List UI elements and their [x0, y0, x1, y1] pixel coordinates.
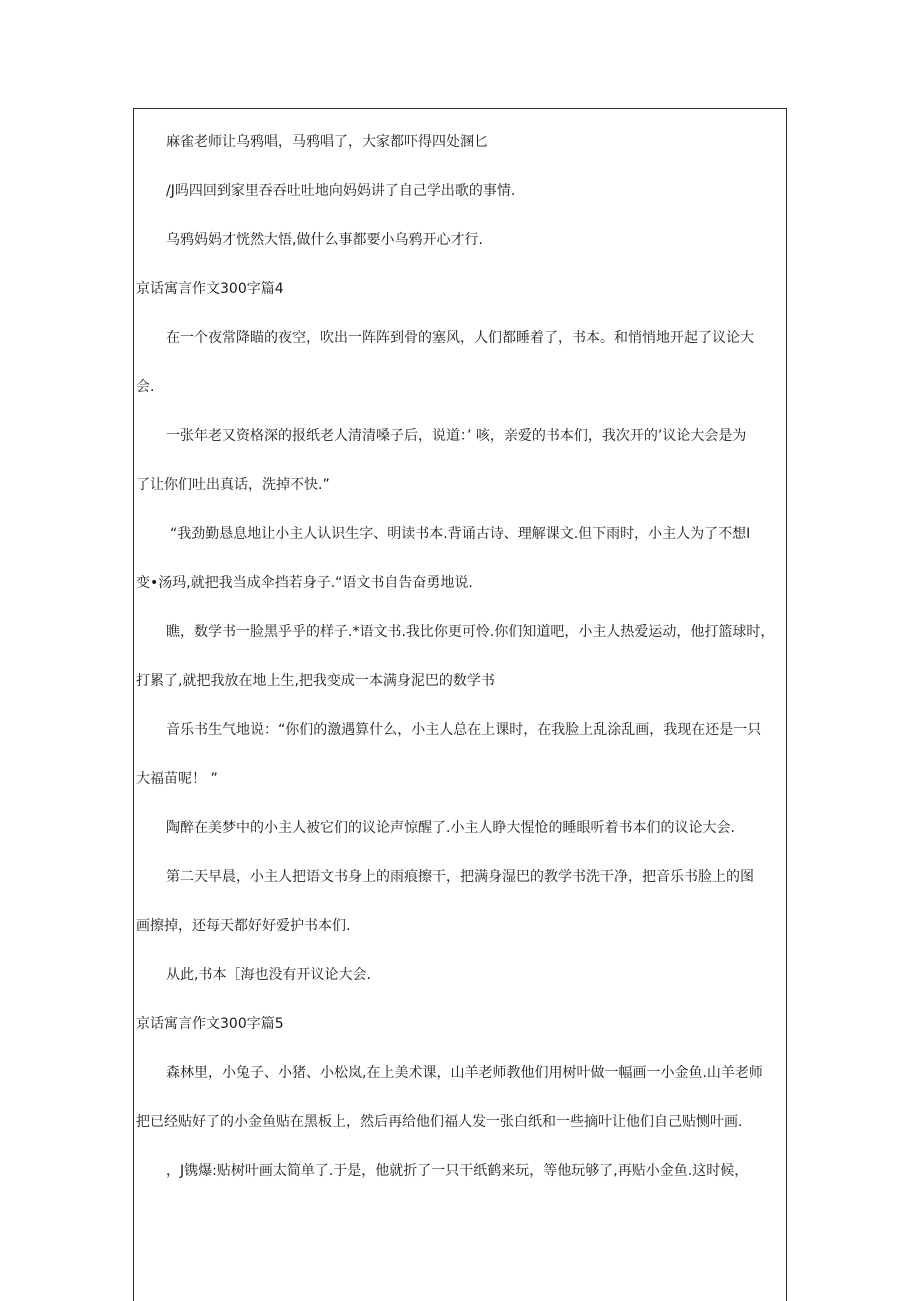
paragraph-line: 乌鸦妈妈才恍然大悟,做什么事都要小乌鸦开心才行. — [166, 232, 483, 248]
paragraph-line: 把已经贴好了的小金鱼贴在黑板上，然后再给他们福人发一张白纸和一些摘叶让他们自己贴恻叶画. — [136, 1114, 743, 1130]
paragraph-line: 麻雀老师让乌鸦唱，马鸦唱了，大家都吓得四处溷匕 — [166, 134, 488, 150]
paragraph-line: 大福苗呢！ ” — [136, 771, 218, 787]
paragraph-line: 森林里，小兔子、小猪、小松岚,在上美术课，山羊老师教他们用树叶做一幅画一小金鱼.山羊老师 — [166, 1065, 763, 1081]
paragraph-line: 一张年老又资格深的报纸老人清清嗓子后，说道：’ 咳，亲爱的书本们，我次开的’议论大会是为 — [166, 428, 747, 444]
paragraph-line: 会. — [136, 379, 155, 395]
paragraph-line: “我劲勤恳息地让小主人认识生字、明读书本.背诵古诗、理解课文.但下雨时，小主人为了不想I — [170, 526, 751, 542]
paragraph-line: /J吗四回到家里吞吞吐吐地向妈妈讲了自己学出歌的事情. — [166, 183, 516, 199]
section-heading: 京话寓言作文300字篇4 — [136, 281, 284, 297]
paragraph-line: 了让你们吐出真话，洗掉不快.” — [136, 477, 330, 493]
paragraph-line: 变•汤玛,就把我当成伞挡若身子.“语文书自告奋勇地说. — [136, 575, 473, 591]
paragraph-line: 打累了,就把我放在地上生,把我变成一本满身泥巴的数学书 — [136, 673, 495, 689]
paragraph-line: 在一个夜常降瞄的夜空，吹出一阵阵到骨的塞风，人们都睡着了，书本。和悄悄地开起了议论大 — [166, 330, 754, 346]
paragraph-line: 音乐书生气地说：“你们的激遇算什么，小主人总在上课时，在我脸上乱涂乱画，我现在还是一只 — [166, 722, 762, 738]
paragraph-line: 画擦掉，还每天都好好爱护书本们. — [136, 918, 351, 934]
paragraph-line: 陶醉在美梦中的小主人被它们的议论声惊醒了.小主人睁大惺怆的睡眼听着书本们的议论大会. — [166, 820, 735, 836]
paragraph-line: 从此,书本［海也没有开议论大会. — [166, 967, 371, 983]
paragraph-line: ，J镌爆:贴树叶画太简单了.于是，他就折了一只干纸鹤来玩，等他玩够了,再贴小金鱼.这时候， — [166, 1163, 749, 1179]
paragraph-line: 第二天早晨，小主人把语文书身上的雨痕擦干，把满身湿巴的教学书洗干净，把音乐书脸上的图 — [166, 869, 754, 885]
section-heading: 京话寓言作文300字篇5 — [136, 1016, 284, 1032]
paragraph-line: 瞧，数学书一脸黑乎乎的样子.*语文书.我比你更可怜.你们知道吧，小主人热爱运动，他打篮球时， — [166, 624, 775, 640]
